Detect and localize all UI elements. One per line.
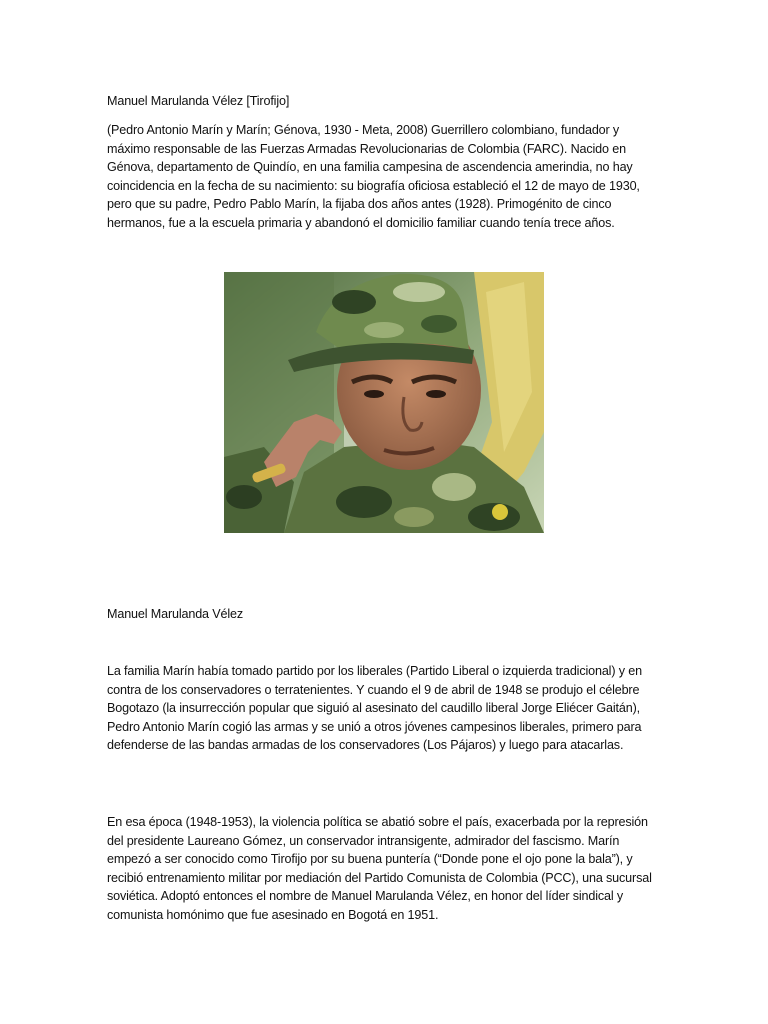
document-title: Manuel Marulanda Vélez [Tirofijo] <box>107 94 290 108</box>
intro-paragraph: (Pedro Antonio Marín y Marín; Génova, 1930 - Meta, 2008) Guerrillero colombiano, fundador y máximo responsable de las Fuerzas Armadas Revolucionarias de Colombia (FARC). Nacido en Génova, departamento de Quindío, en una familia campesina de ascendencia amerindia, no hay coincidencia en la fecha de su nacimiento: su biografía oficiosa estableció el 12 de mayo de 1930, pero que su padre, Pedro Pablo Marín, la fijaba dos años antes (1928). Primogénito de cinco hermanos, fue a la escuela primaria y abandonó el domicilio familiar cuando tenía trece años. <box>107 123 640 230</box>
section-title: Manuel Marulanda Vélez <box>107 607 244 621</box>
body-paragraph: La familia Marín había tomado partido por los liberales (Partido Liberal o izquierda tradicional) y en contra de los conservadores o terratenientes. Y cuando el 9 de abril de 1948 se produjo el célebre Bogotazo (la insurrección popular que siguió al asesinato del caudillo liberal Jorge Eliécer Gaitán), Pedro Antonio Marín cogió las armas y se unió a otros jóvenes campesinos liberales, primero para defenderse de las bandas armadas de los conservadores (Los Pájaros) y luego para atacarlas. <box>107 664 642 753</box>
portrait-photo <box>224 272 544 533</box>
body-paragraph: En esa época (1948-1953), la violencia política se abatió sobre el país, exacerbada por la represión del presidente Laureano Gómez, un conservador intransigente, admirador del fascismo. Marín empezó a ser conocido como Tirofijo por su buena puntería (“Donde pone el ojo pone la bala”), y recibió entrenamiento militar por mediación del Partido Comunista de Colombia (PCC), una sucursal soviética. Adoptó entonces el nombre de Manuel Marulanda Vélez, en honor del líder sindical y comunista homónimo que fue asesinado en Bogotá en 1951. <box>107 815 652 922</box>
